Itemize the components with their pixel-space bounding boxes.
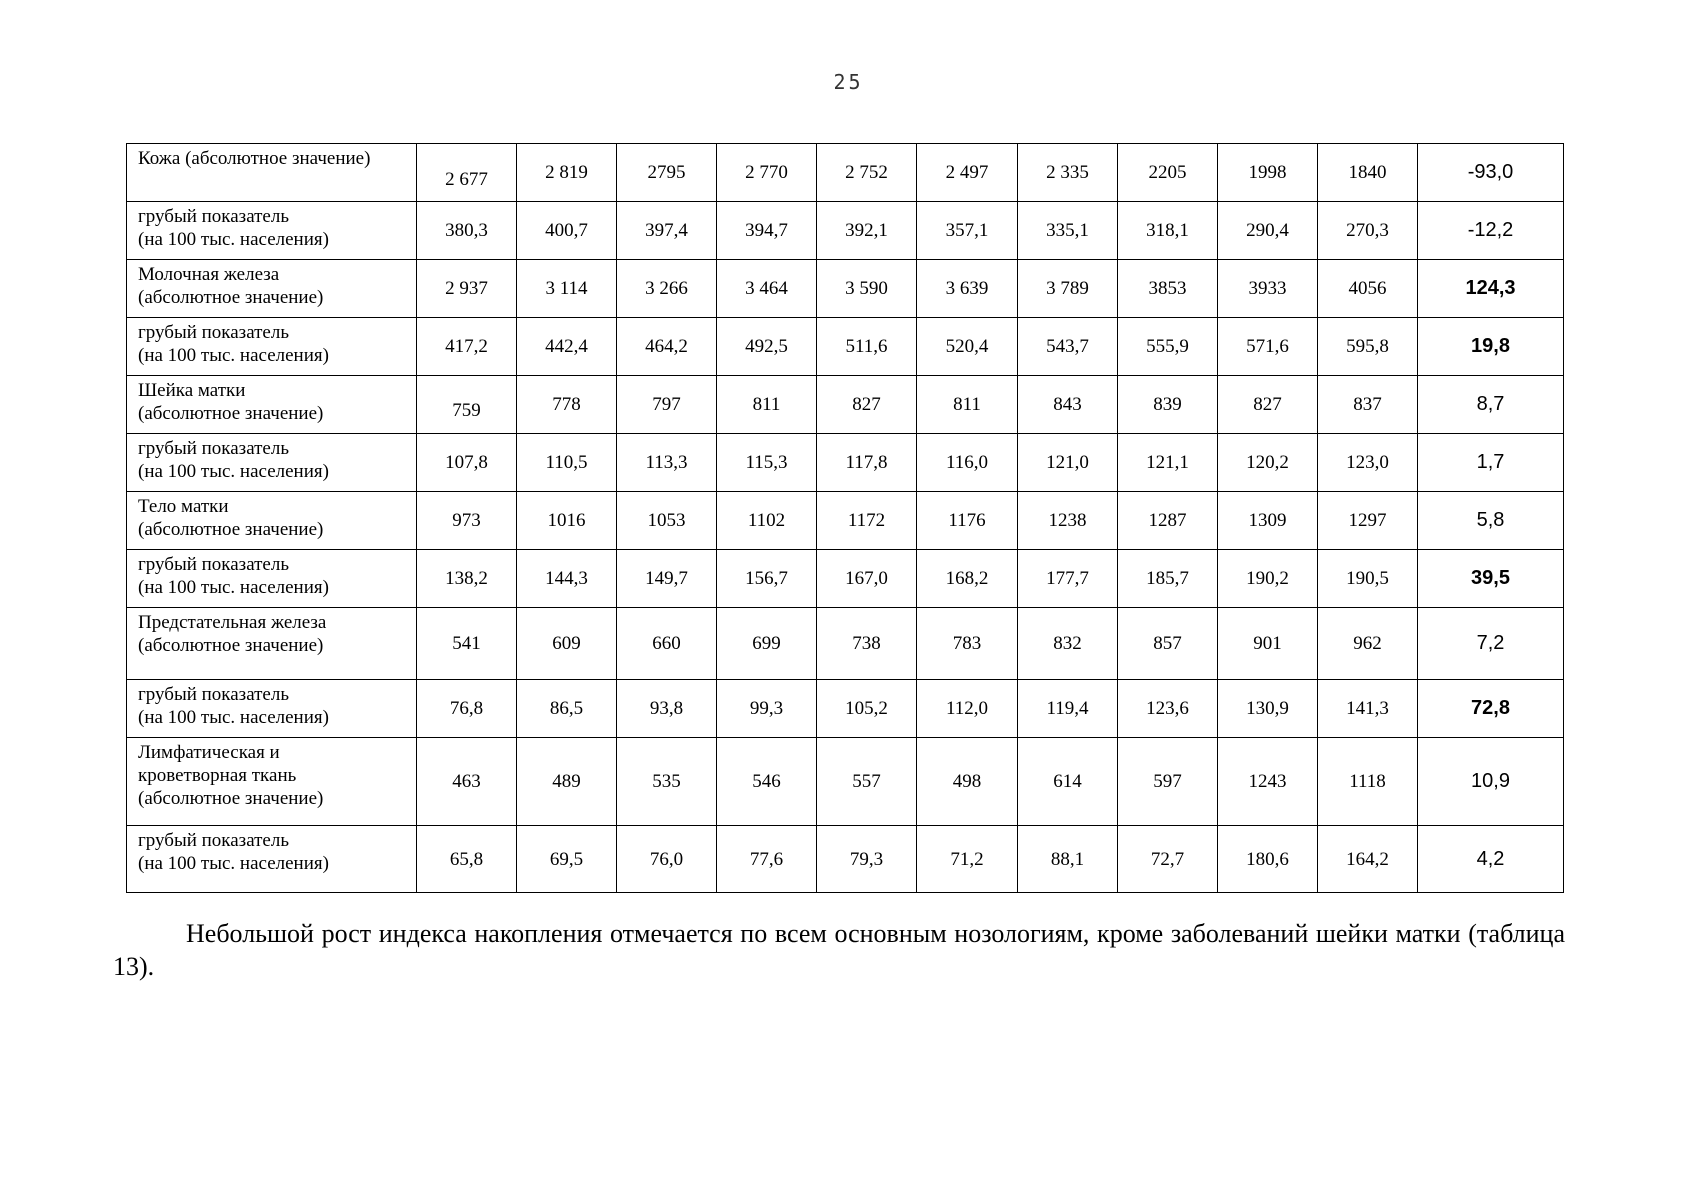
value-cell: 555,9 xyxy=(1118,318,1218,376)
value-cell: 121,1 xyxy=(1118,434,1218,492)
change-cell: 39,5 xyxy=(1418,550,1564,608)
value-cell: 2 752 xyxy=(817,144,917,202)
value-cell: 119,4 xyxy=(1018,680,1118,738)
value-cell: 177,7 xyxy=(1018,550,1118,608)
value-cell: 141,3 xyxy=(1318,680,1418,738)
value-cell: 463 xyxy=(417,738,517,826)
row-label: грубый показатель (на 100 тыс. населения) xyxy=(127,680,417,738)
value-cell: 811 xyxy=(917,376,1018,434)
value-cell: 541 xyxy=(417,608,517,680)
change-cell: 10,9 xyxy=(1418,738,1564,826)
value-cell: 699 xyxy=(717,608,817,680)
value-cell: 86,5 xyxy=(517,680,617,738)
value-cell: 442,4 xyxy=(517,318,617,376)
value-cell: 76,8 xyxy=(417,680,517,738)
value-cell: 112,0 xyxy=(917,680,1018,738)
value-cell: 164,2 xyxy=(1318,826,1418,893)
value-cell: 3 590 xyxy=(817,260,917,318)
change-cell: 7,2 xyxy=(1418,608,1564,680)
row-label: Молочная железа (абсолютное значение) xyxy=(127,260,417,318)
row-label: грубый показатель (на 100 тыс. населения) xyxy=(127,550,417,608)
value-cell: 357,1 xyxy=(917,202,1018,260)
value-cell: 557 xyxy=(817,738,917,826)
value-cell: 107,8 xyxy=(417,434,517,492)
incidence-table xyxy=(126,143,1564,893)
value-cell: 180,6 xyxy=(1218,826,1318,893)
table-row xyxy=(127,738,1564,826)
value-cell: 857 xyxy=(1118,608,1218,680)
value-cell: 121,0 xyxy=(1018,434,1118,492)
value-cell: 105,2 xyxy=(817,680,917,738)
value-cell: 3933 xyxy=(1218,260,1318,318)
change-cell: -12,2 xyxy=(1418,202,1564,260)
value-cell: 400,7 xyxy=(517,202,617,260)
value-cell: 123,0 xyxy=(1318,434,1418,492)
table-row xyxy=(127,144,1564,202)
value-cell: 511,6 xyxy=(817,318,917,376)
page-number: 25 xyxy=(833,70,864,94)
value-cell: 783 xyxy=(917,608,1018,680)
value-cell: 190,5 xyxy=(1318,550,1418,608)
value-cell: 901 xyxy=(1218,608,1318,680)
value-cell: 290,4 xyxy=(1218,202,1318,260)
value-cell: 962 xyxy=(1318,608,1418,680)
value-cell: 144,3 xyxy=(517,550,617,608)
change-cell: 72,8 xyxy=(1418,680,1564,738)
value-cell: 2795 xyxy=(617,144,717,202)
value-cell: 3 639 xyxy=(917,260,1018,318)
value-cell: 535 xyxy=(617,738,717,826)
value-cell: 837 xyxy=(1318,376,1418,434)
change-cell: 19,8 xyxy=(1418,318,1564,376)
value-cell: 2 819 xyxy=(517,144,617,202)
value-cell: 110,5 xyxy=(517,434,617,492)
value-cell: 1840 xyxy=(1318,144,1418,202)
value-cell: 498 xyxy=(917,738,1018,826)
value-cell: 417,2 xyxy=(417,318,517,376)
value-cell: 1243 xyxy=(1218,738,1318,826)
value-cell: 2 937 xyxy=(417,260,517,318)
table-row xyxy=(127,550,1564,608)
value-cell: 973 xyxy=(417,492,517,550)
value-cell: 392,1 xyxy=(817,202,917,260)
value-cell: 489 xyxy=(517,738,617,826)
value-cell: 2 770 xyxy=(717,144,817,202)
row-label: грубый показатель (на 100 тыс. населения) xyxy=(127,202,417,260)
value-cell: 117,8 xyxy=(817,434,917,492)
value-cell: 738 xyxy=(817,608,917,680)
value-cell: 99,3 xyxy=(717,680,817,738)
change-cell: 8,7 xyxy=(1418,376,1564,434)
value-cell: 1053 xyxy=(617,492,717,550)
change-cell: 4,2 xyxy=(1418,826,1564,893)
value-cell: 843 xyxy=(1018,376,1118,434)
value-cell: 1309 xyxy=(1218,492,1318,550)
value-cell: 2 677 xyxy=(417,144,517,202)
value-cell: 318,1 xyxy=(1118,202,1218,260)
value-cell: 190,2 xyxy=(1218,550,1318,608)
value-cell: 168,2 xyxy=(917,550,1018,608)
value-cell: 778 xyxy=(517,376,617,434)
value-cell: 3853 xyxy=(1118,260,1218,318)
value-cell: 2 335 xyxy=(1018,144,1118,202)
value-cell: 3 114 xyxy=(517,260,617,318)
value-cell: 79,3 xyxy=(817,826,917,893)
value-cell: 2 497 xyxy=(917,144,1018,202)
value-cell: 120,2 xyxy=(1218,434,1318,492)
value-cell: 394,7 xyxy=(717,202,817,260)
value-cell: 3 464 xyxy=(717,260,817,318)
change-cell: 5,8 xyxy=(1418,492,1564,550)
value-cell: 123,6 xyxy=(1118,680,1218,738)
table-row xyxy=(127,826,1564,893)
value-cell: 4056 xyxy=(1318,260,1418,318)
value-cell: 3 266 xyxy=(617,260,717,318)
value-cell: 464,2 xyxy=(617,318,717,376)
value-cell: 3 789 xyxy=(1018,260,1118,318)
value-cell: 1297 xyxy=(1318,492,1418,550)
value-cell: 543,7 xyxy=(1018,318,1118,376)
table-row xyxy=(127,202,1564,260)
value-cell: 93,8 xyxy=(617,680,717,738)
value-cell: 77,6 xyxy=(717,826,817,893)
value-cell: 832 xyxy=(1018,608,1118,680)
value-cell: 71,2 xyxy=(917,826,1018,893)
table-row xyxy=(127,260,1564,318)
value-cell: 113,3 xyxy=(617,434,717,492)
value-cell: 797 xyxy=(617,376,717,434)
row-label: Шейка матки (абсолютное значение) xyxy=(127,376,417,434)
value-cell: 811 xyxy=(717,376,817,434)
value-cell: 115,3 xyxy=(717,434,817,492)
row-label: Предстательная железа (абсолютное значение) xyxy=(127,608,417,680)
table-row xyxy=(127,318,1564,376)
value-cell: 185,7 xyxy=(1118,550,1218,608)
change-cell: 124,3 xyxy=(1418,260,1564,318)
value-cell: 759 xyxy=(417,376,517,434)
value-cell: 492,5 xyxy=(717,318,817,376)
value-cell: 1118 xyxy=(1318,738,1418,826)
value-cell: 167,0 xyxy=(817,550,917,608)
row-label: Тело матки (абсолютное значение) xyxy=(127,492,417,550)
value-cell: 65,8 xyxy=(417,826,517,893)
value-cell: 69,5 xyxy=(517,826,617,893)
value-cell: 116,0 xyxy=(917,434,1018,492)
value-cell: 1998 xyxy=(1218,144,1318,202)
value-cell: 156,7 xyxy=(717,550,817,608)
value-cell: 520,4 xyxy=(917,318,1018,376)
value-cell: 149,7 xyxy=(617,550,717,608)
body-paragraph: Небольшой рост индекса накопления отмечается по всем основным нозологиям, кроме заболеваний шейки матки (таблица 13). xyxy=(113,919,1565,981)
value-cell: 827 xyxy=(1218,376,1318,434)
table-row xyxy=(127,608,1564,680)
value-cell: 380,3 xyxy=(417,202,517,260)
value-cell: 1172 xyxy=(817,492,917,550)
table-row xyxy=(127,492,1564,550)
value-cell: 1176 xyxy=(917,492,1018,550)
value-cell: 1016 xyxy=(517,492,617,550)
table-row xyxy=(127,680,1564,738)
value-cell: 130,9 xyxy=(1218,680,1318,738)
value-cell: 839 xyxy=(1118,376,1218,434)
value-cell: 1102 xyxy=(717,492,817,550)
value-cell: 397,4 xyxy=(617,202,717,260)
value-cell: 138,2 xyxy=(417,550,517,608)
table-row xyxy=(127,376,1564,434)
value-cell: 270,3 xyxy=(1318,202,1418,260)
row-label: Лимфатическая и кроветворная ткань (абсолютное значение) xyxy=(127,738,417,826)
change-cell: -93,0 xyxy=(1418,144,1564,202)
value-cell: 597 xyxy=(1118,738,1218,826)
value-cell: 1287 xyxy=(1118,492,1218,550)
value-cell: 660 xyxy=(617,608,717,680)
value-cell: 614 xyxy=(1018,738,1118,826)
value-cell: 571,6 xyxy=(1218,318,1318,376)
value-cell: 335,1 xyxy=(1018,202,1118,260)
row-label: грубый показатель (на 100 тыс. населения) xyxy=(127,434,417,492)
change-cell: 1,7 xyxy=(1418,434,1564,492)
value-cell: 546 xyxy=(717,738,817,826)
value-cell: 76,0 xyxy=(617,826,717,893)
value-cell: 595,8 xyxy=(1318,318,1418,376)
value-cell: 72,7 xyxy=(1118,826,1218,893)
row-label: Кожа (абсолютное значение) xyxy=(127,144,417,202)
row-label: грубый показатель (на 100 тыс. населения) xyxy=(127,826,417,893)
value-cell: 827 xyxy=(817,376,917,434)
row-label: грубый показатель (на 100 тыс. населения) xyxy=(127,318,417,376)
value-cell: 2205 xyxy=(1118,144,1218,202)
table-row xyxy=(127,434,1564,492)
value-cell: 88,1 xyxy=(1018,826,1118,893)
value-cell: 1238 xyxy=(1018,492,1118,550)
value-cell: 609 xyxy=(517,608,617,680)
